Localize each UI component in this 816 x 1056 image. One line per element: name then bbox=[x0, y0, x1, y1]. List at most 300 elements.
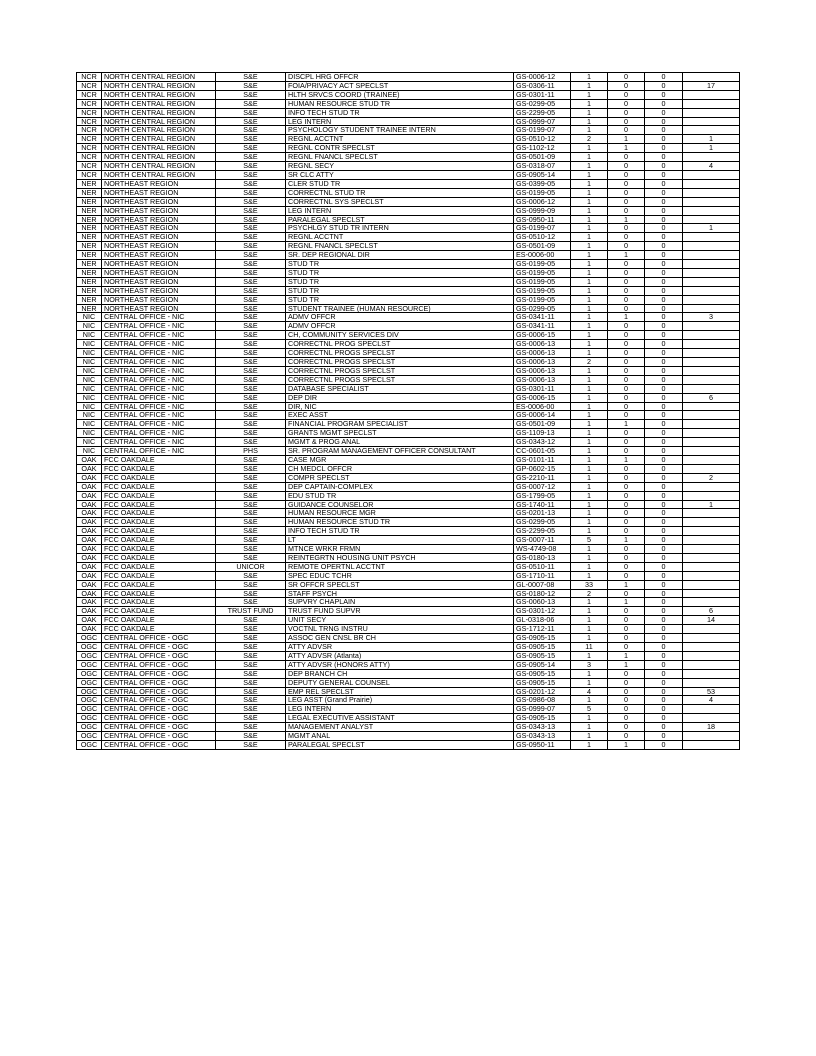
cell-col6: 0 bbox=[608, 90, 645, 99]
cell-col7: 0 bbox=[645, 197, 683, 206]
cell-grade: GS-0299-05 bbox=[514, 304, 571, 313]
cell-col6: 0 bbox=[608, 464, 645, 473]
cell-position: CORRECTNL PROG SPECLST bbox=[286, 340, 514, 349]
cell-code: NIC bbox=[77, 411, 102, 420]
table-row bbox=[77, 509, 740, 518]
cell-col8 bbox=[683, 90, 740, 99]
cell-col8 bbox=[683, 322, 740, 331]
cell-col7: 0 bbox=[645, 491, 683, 500]
cell-position: LT bbox=[286, 536, 514, 545]
cell-type: S&E bbox=[216, 393, 286, 402]
cell-count: 3 bbox=[571, 660, 608, 669]
table-row bbox=[77, 81, 740, 90]
cell-region: CENTRAL OFFICE - OGC bbox=[102, 696, 216, 705]
cell-col8 bbox=[683, 73, 740, 82]
cell-type: S&E bbox=[216, 643, 286, 652]
cell-col6: 0 bbox=[608, 358, 645, 367]
cell-col7: 0 bbox=[645, 669, 683, 678]
cell-code: OAK bbox=[77, 589, 102, 598]
cell-type: S&E bbox=[216, 135, 286, 144]
cell-count: 1 bbox=[571, 251, 608, 260]
cell-code: OGC bbox=[77, 696, 102, 705]
cell-position: CORRECTNL PROGS SPECLST bbox=[286, 358, 514, 367]
cell-col8 bbox=[683, 509, 740, 518]
table-row bbox=[77, 215, 740, 224]
cell-col7: 0 bbox=[645, 616, 683, 625]
cell-col7: 0 bbox=[645, 224, 683, 233]
table-row bbox=[77, 429, 740, 438]
cell-position: SR. PROGRAM MANAGEMENT OFFICER CONSULTANT bbox=[286, 447, 514, 456]
cell-col7: 0 bbox=[645, 464, 683, 473]
cell-col7: 0 bbox=[645, 651, 683, 660]
cell-code: NCR bbox=[77, 126, 102, 135]
cell-region: FCC OAKDALE bbox=[102, 518, 216, 527]
cell-code: OAK bbox=[77, 562, 102, 571]
cell-grade: GS-0905-14 bbox=[514, 660, 571, 669]
cell-type: S&E bbox=[216, 536, 286, 545]
cell-count: 1 bbox=[571, 304, 608, 313]
cell-count: 1 bbox=[571, 126, 608, 135]
cell-col7: 0 bbox=[645, 732, 683, 741]
cell-col6: 1 bbox=[608, 135, 645, 144]
cell-grade: GS-0999-07 bbox=[514, 117, 571, 126]
cell-count: 1 bbox=[571, 509, 608, 518]
cell-col8 bbox=[683, 331, 740, 340]
cell-count: 1 bbox=[571, 527, 608, 536]
cell-col7: 0 bbox=[645, 206, 683, 215]
cell-code: OGC bbox=[77, 740, 102, 749]
cell-count: 1 bbox=[571, 322, 608, 331]
table-row bbox=[77, 660, 740, 669]
table-row bbox=[77, 634, 740, 643]
cell-col6: 0 bbox=[608, 304, 645, 313]
cell-grade: GP-0602-15 bbox=[514, 464, 571, 473]
cell-region: CENTRAL OFFICE - OGC bbox=[102, 643, 216, 652]
cell-col6: 0 bbox=[608, 268, 645, 277]
cell-position: DEP BRANCH CH bbox=[286, 669, 514, 678]
cell-count: 1 bbox=[571, 340, 608, 349]
cell-code: NIC bbox=[77, 402, 102, 411]
cell-type: S&E bbox=[216, 678, 286, 687]
cell-col8: 1 bbox=[683, 500, 740, 509]
cell-col8 bbox=[683, 527, 740, 536]
cell-grade: GS-0199-05 bbox=[514, 188, 571, 197]
cell-position: STUD TR bbox=[286, 260, 514, 269]
cell-col7: 0 bbox=[645, 634, 683, 643]
cell-grade: GS-0199-05 bbox=[514, 295, 571, 304]
cell-grade: GS-0905-15 bbox=[514, 651, 571, 660]
cell-count: 11 bbox=[571, 643, 608, 652]
cell-position: TRUST FUND SUPVR bbox=[286, 607, 514, 616]
table-row bbox=[77, 740, 740, 749]
cell-region: NORTHEAST REGION bbox=[102, 215, 216, 224]
cell-col6: 0 bbox=[608, 500, 645, 509]
cell-col8 bbox=[683, 117, 740, 126]
cell-type: S&E bbox=[216, 482, 286, 491]
cell-col7: 0 bbox=[645, 277, 683, 286]
cell-region: FCC OAKDALE bbox=[102, 553, 216, 562]
cell-col6: 0 bbox=[608, 669, 645, 678]
cell-col8 bbox=[683, 215, 740, 224]
table-row bbox=[77, 651, 740, 660]
cell-position: LEG INTERN bbox=[286, 705, 514, 714]
cell-region: NORTHEAST REGION bbox=[102, 260, 216, 269]
cell-col7: 0 bbox=[645, 660, 683, 669]
cell-col8: 53 bbox=[683, 687, 740, 696]
cell-col7: 0 bbox=[645, 331, 683, 340]
table-row bbox=[77, 562, 740, 571]
cell-region: NORTHEAST REGION bbox=[102, 206, 216, 215]
cell-type: S&E bbox=[216, 170, 286, 179]
cell-col7: 0 bbox=[645, 527, 683, 536]
cell-count: 1 bbox=[571, 188, 608, 197]
cell-region: NORTHEAST REGION bbox=[102, 304, 216, 313]
cell-code: NER bbox=[77, 260, 102, 269]
cell-col8 bbox=[683, 304, 740, 313]
cell-position: EDU STUD TR bbox=[286, 491, 514, 500]
cell-col7: 0 bbox=[645, 500, 683, 509]
cell-region: CENTRAL OFFICE - OGC bbox=[102, 634, 216, 643]
cell-col8 bbox=[683, 126, 740, 135]
cell-region: CENTRAL OFFICE - NIC bbox=[102, 411, 216, 420]
cell-col6: 0 bbox=[608, 634, 645, 643]
cell-region: CENTRAL OFFICE - OGC bbox=[102, 732, 216, 741]
cell-col8 bbox=[683, 518, 740, 527]
cell-col8 bbox=[683, 349, 740, 358]
cell-region: FCC OAKDALE bbox=[102, 473, 216, 482]
cell-code: NIC bbox=[77, 429, 102, 438]
cell-position: REGNL SECY bbox=[286, 162, 514, 171]
cell-code: OAK bbox=[77, 553, 102, 562]
cell-type: S&E bbox=[216, 553, 286, 562]
cell-count: 1 bbox=[571, 651, 608, 660]
cell-col8 bbox=[683, 740, 740, 749]
cell-code: NCR bbox=[77, 108, 102, 117]
cell-col7: 0 bbox=[645, 571, 683, 580]
cell-code: OAK bbox=[77, 536, 102, 545]
cell-position: PARALEGAL SPECLST bbox=[286, 740, 514, 749]
cell-position: ASSOC GEN CNSL BR CH bbox=[286, 634, 514, 643]
cell-col6: 0 bbox=[608, 224, 645, 233]
cell-code: OAK bbox=[77, 518, 102, 527]
cell-type: S&E bbox=[216, 687, 286, 696]
cell-position: CORRECTNL PROGS SPECLST bbox=[286, 366, 514, 375]
cell-type: S&E bbox=[216, 90, 286, 99]
cell-region: NORTH CENTRAL REGION bbox=[102, 73, 216, 82]
cell-type: S&E bbox=[216, 714, 286, 723]
cell-code: NIC bbox=[77, 366, 102, 375]
table-row bbox=[77, 108, 740, 117]
cell-col6: 0 bbox=[608, 242, 645, 251]
cell-col8 bbox=[683, 277, 740, 286]
cell-col8: 1 bbox=[683, 224, 740, 233]
cell-col6: 0 bbox=[608, 295, 645, 304]
cell-code: NER bbox=[77, 268, 102, 277]
cell-region: CENTRAL OFFICE - NIC bbox=[102, 384, 216, 393]
cell-type: S&E bbox=[216, 705, 286, 714]
table-row bbox=[77, 678, 740, 687]
cell-position: DIR, NIC bbox=[286, 402, 514, 411]
cell-type: S&E bbox=[216, 358, 286, 367]
cell-col8: 3 bbox=[683, 313, 740, 322]
cell-type: S&E bbox=[216, 429, 286, 438]
table-row bbox=[77, 188, 740, 197]
cell-code: OGC bbox=[77, 643, 102, 652]
cell-col8 bbox=[683, 580, 740, 589]
cell-grade: GS-0343-13 bbox=[514, 732, 571, 741]
cell-region: FCC OAKDALE bbox=[102, 455, 216, 464]
cell-count: 1 bbox=[571, 99, 608, 108]
cell-count: 1 bbox=[571, 162, 608, 171]
cell-type: S&E bbox=[216, 625, 286, 634]
cell-count: 1 bbox=[571, 242, 608, 251]
cell-count: 1 bbox=[571, 268, 608, 277]
cell-position: STAFF PSYCH bbox=[286, 589, 514, 598]
cell-code: NIC bbox=[77, 375, 102, 384]
cell-region: CENTRAL OFFICE - OGC bbox=[102, 651, 216, 660]
cell-col7: 0 bbox=[645, 607, 683, 616]
cell-col7: 0 bbox=[645, 153, 683, 162]
cell-region: NORTH CENTRAL REGION bbox=[102, 126, 216, 135]
cell-col7: 0 bbox=[645, 447, 683, 456]
cell-type: S&E bbox=[216, 660, 286, 669]
cell-grade: GS-0501-09 bbox=[514, 153, 571, 162]
cell-col8 bbox=[683, 732, 740, 741]
table-row bbox=[77, 162, 740, 171]
cell-region: FCC OAKDALE bbox=[102, 491, 216, 500]
cell-position: CORRECTNL STUD TR bbox=[286, 188, 514, 197]
cell-code: OGC bbox=[77, 678, 102, 687]
cell-position: STUD TR bbox=[286, 295, 514, 304]
cell-grade: GS-0006-12 bbox=[514, 197, 571, 206]
table-row bbox=[77, 349, 740, 358]
cell-type: S&E bbox=[216, 340, 286, 349]
cell-col8 bbox=[683, 260, 740, 269]
cell-code: OGC bbox=[77, 723, 102, 732]
cell-code: NER bbox=[77, 304, 102, 313]
cell-position: COMPR SPECLST bbox=[286, 473, 514, 482]
cell-count: 1 bbox=[571, 206, 608, 215]
cell-type: S&E bbox=[216, 322, 286, 331]
cell-col6: 0 bbox=[608, 518, 645, 527]
cell-code: NIC bbox=[77, 331, 102, 340]
cell-position: INFO TECH STUD TR bbox=[286, 527, 514, 536]
cell-code: NCR bbox=[77, 153, 102, 162]
table-row bbox=[77, 732, 740, 741]
cell-col8: 2 bbox=[683, 473, 740, 482]
cell-col6: 0 bbox=[608, 197, 645, 206]
cell-position: PSYCHOLOGY STUDENT TRAINEE INTERN bbox=[286, 126, 514, 135]
cell-type: S&E bbox=[216, 144, 286, 153]
cell-type: S&E bbox=[216, 375, 286, 384]
cell-region: NORTHEAST REGION bbox=[102, 286, 216, 295]
cell-position: CORRECTNL PROGS SPECLST bbox=[286, 349, 514, 358]
cell-count: 1 bbox=[571, 108, 608, 117]
cell-type: S&E bbox=[216, 527, 286, 536]
cell-type: S&E bbox=[216, 277, 286, 286]
cell-code: OAK bbox=[77, 464, 102, 473]
table-row bbox=[77, 536, 740, 545]
cell-code: OGC bbox=[77, 660, 102, 669]
cell-code: NER bbox=[77, 286, 102, 295]
cell-count: 1 bbox=[571, 464, 608, 473]
table-row bbox=[77, 616, 740, 625]
cell-col6: 0 bbox=[608, 117, 645, 126]
cell-region: FCC OAKDALE bbox=[102, 571, 216, 580]
cell-code: OAK bbox=[77, 625, 102, 634]
cell-type: S&E bbox=[216, 491, 286, 500]
cell-position: LEG INTERN bbox=[286, 206, 514, 215]
cell-col8 bbox=[683, 678, 740, 687]
cell-count: 4 bbox=[571, 687, 608, 696]
cell-type: S&E bbox=[216, 242, 286, 251]
cell-region: FCC OAKDALE bbox=[102, 580, 216, 589]
cell-code: NCR bbox=[77, 162, 102, 171]
cell-col6: 0 bbox=[608, 696, 645, 705]
cell-grade: GS-0299-05 bbox=[514, 518, 571, 527]
cell-col8 bbox=[683, 375, 740, 384]
cell-col6: 0 bbox=[608, 705, 645, 714]
cell-count: 1 bbox=[571, 429, 608, 438]
cell-col7: 0 bbox=[645, 375, 683, 384]
cell-col6: 0 bbox=[608, 438, 645, 447]
table-row bbox=[77, 723, 740, 732]
cell-region: NORTH CENTRAL REGION bbox=[102, 153, 216, 162]
table-row bbox=[77, 580, 740, 589]
cell-col7: 0 bbox=[645, 313, 683, 322]
cell-region: CENTRAL OFFICE - NIC bbox=[102, 438, 216, 447]
table-row bbox=[77, 322, 740, 331]
cell-code: NCR bbox=[77, 90, 102, 99]
cell-count: 1 bbox=[571, 571, 608, 580]
cell-grade: GS-0101-11 bbox=[514, 455, 571, 464]
cell-position: REGNL CONTR SPECLST bbox=[286, 144, 514, 153]
cell-col7: 0 bbox=[645, 358, 683, 367]
cell-region: NORTHEAST REGION bbox=[102, 251, 216, 260]
cell-position: CORRECTNL SYS SPECLST bbox=[286, 197, 514, 206]
cell-region: NORTHEAST REGION bbox=[102, 268, 216, 277]
cell-grade: GS-0999-07 bbox=[514, 705, 571, 714]
cell-code: OGC bbox=[77, 714, 102, 723]
cell-col7: 0 bbox=[645, 233, 683, 242]
cell-count: 1 bbox=[571, 482, 608, 491]
cell-position: DISCPL HRG OFFCR bbox=[286, 73, 514, 82]
cell-col8 bbox=[683, 714, 740, 723]
cell-col6: 0 bbox=[608, 322, 645, 331]
cell-count: 1 bbox=[571, 455, 608, 464]
cell-col6: 1 bbox=[608, 536, 645, 545]
table-row bbox=[77, 500, 740, 509]
cell-col6: 0 bbox=[608, 393, 645, 402]
cell-count: 1 bbox=[571, 384, 608, 393]
cell-col6: 0 bbox=[608, 162, 645, 171]
cell-position: DEP DIR bbox=[286, 393, 514, 402]
cell-col7: 0 bbox=[645, 260, 683, 269]
cell-position: HUMAN RESOURCE MGR bbox=[286, 509, 514, 518]
table-row bbox=[77, 402, 740, 411]
cell-type: UNICOR bbox=[216, 562, 286, 571]
cell-code: NCR bbox=[77, 170, 102, 179]
cell-col7: 0 bbox=[645, 625, 683, 634]
cell-position: CORRECTNL PROGS SPECLST bbox=[286, 375, 514, 384]
cell-col6: 0 bbox=[608, 81, 645, 90]
cell-col6: 0 bbox=[608, 126, 645, 135]
table-row bbox=[77, 251, 740, 260]
cell-col7: 0 bbox=[645, 536, 683, 545]
cell-grade: GS-0501-09 bbox=[514, 420, 571, 429]
cell-col8 bbox=[683, 251, 740, 260]
cell-position: LEGAL EXECUTIVE ASSISTANT bbox=[286, 714, 514, 723]
cell-col7: 0 bbox=[645, 268, 683, 277]
cell-position: SPEC EDUC TCHR bbox=[286, 571, 514, 580]
cell-col7: 0 bbox=[645, 304, 683, 313]
cell-code: NER bbox=[77, 295, 102, 304]
cell-col6: 0 bbox=[608, 732, 645, 741]
cell-grade: GS-0006-13 bbox=[514, 366, 571, 375]
cell-col8 bbox=[683, 482, 740, 491]
cell-code: OGC bbox=[77, 687, 102, 696]
cell-region: CENTRAL OFFICE - NIC bbox=[102, 366, 216, 375]
cell-col8 bbox=[683, 384, 740, 393]
cell-count: 2 bbox=[571, 589, 608, 598]
table-row bbox=[77, 687, 740, 696]
cell-grade: GS-0341-11 bbox=[514, 322, 571, 331]
cell-region: CENTRAL OFFICE - NIC bbox=[102, 393, 216, 402]
cell-position: REGNL FNANCL SPECLST bbox=[286, 242, 514, 251]
cell-count: 1 bbox=[571, 375, 608, 384]
cell-col6: 0 bbox=[608, 108, 645, 117]
table-row bbox=[77, 571, 740, 580]
cell-count: 1 bbox=[571, 366, 608, 375]
cell-code: OGC bbox=[77, 651, 102, 660]
cell-region: CENTRAL OFFICE - NIC bbox=[102, 322, 216, 331]
cell-position: LEG INTERN bbox=[286, 117, 514, 126]
cell-position: FINANCIAL PROGRAM SPECIALIST bbox=[286, 420, 514, 429]
cell-col6: 0 bbox=[608, 589, 645, 598]
cell-count: 5 bbox=[571, 705, 608, 714]
cell-region: NORTH CENTRAL REGION bbox=[102, 117, 216, 126]
cell-code: NIC bbox=[77, 447, 102, 456]
cell-grade: GS-0006-15 bbox=[514, 331, 571, 340]
cell-region: FCC OAKDALE bbox=[102, 527, 216, 536]
cell-col7: 0 bbox=[645, 295, 683, 304]
cell-col7: 0 bbox=[645, 108, 683, 117]
cell-col8 bbox=[683, 268, 740, 277]
cell-position: REGNL FNANCL SPECLST bbox=[286, 153, 514, 162]
cell-position: GRANTS MGMT SPECLST bbox=[286, 429, 514, 438]
cell-region: FCC OAKDALE bbox=[102, 482, 216, 491]
cell-grade: GS-0180-13 bbox=[514, 553, 571, 562]
table-row bbox=[77, 233, 740, 242]
cell-col7: 0 bbox=[645, 286, 683, 295]
cell-region: NORTHEAST REGION bbox=[102, 224, 216, 233]
table-row bbox=[77, 73, 740, 82]
cell-grade: GS-0905-15 bbox=[514, 643, 571, 652]
cell-col7: 0 bbox=[645, 643, 683, 652]
cell-grade: GL-0318-06 bbox=[514, 616, 571, 625]
cell-region: FCC OAKDALE bbox=[102, 589, 216, 598]
cell-region: CENTRAL OFFICE - NIC bbox=[102, 340, 216, 349]
cell-col7: 0 bbox=[645, 73, 683, 82]
cell-col8 bbox=[683, 429, 740, 438]
cell-code: NCR bbox=[77, 135, 102, 144]
cell-grade: GS-0950-11 bbox=[514, 740, 571, 749]
cell-grade: GS-0905-15 bbox=[514, 678, 571, 687]
table-row bbox=[77, 366, 740, 375]
cell-region: FCC OAKDALE bbox=[102, 616, 216, 625]
table-row bbox=[77, 455, 740, 464]
cell-count: 1 bbox=[571, 295, 608, 304]
